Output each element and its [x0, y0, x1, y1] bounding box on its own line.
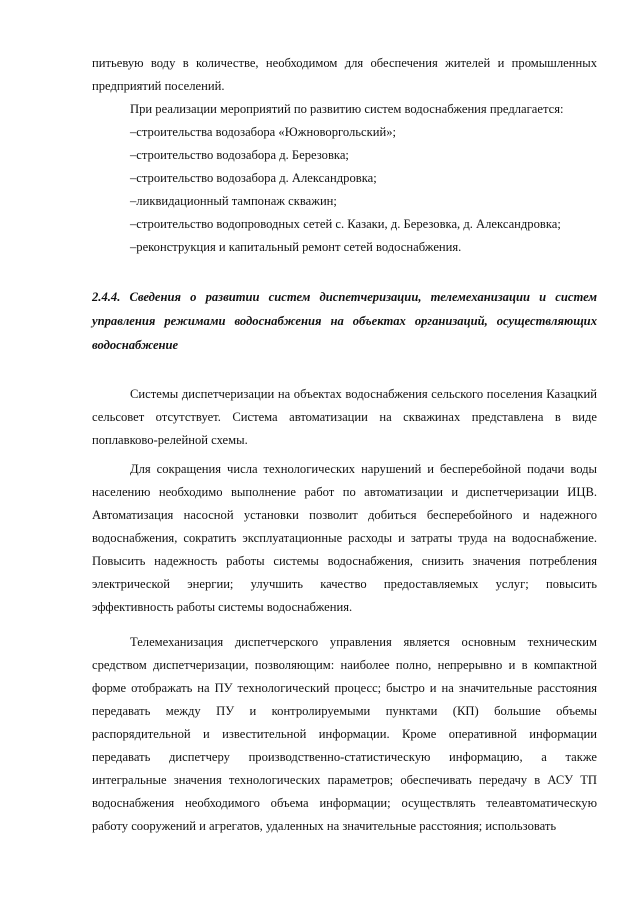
- page-content: [92, 52, 597, 838]
- list-item: –строительства водозабора «Южноворгольский»;: [130, 125, 396, 139]
- list-item: –строительство водозабора д. Александровка;: [130, 171, 377, 185]
- intro-continuation-paragraph: питьевую воду в количестве, необходимом для обеспечения жителей и промышленных предприятий поселений.: [92, 56, 597, 93]
- list-item: –строительство водопроводных сетей с. Казаки, д. Березовка, д. Александровка;: [130, 217, 561, 231]
- list-item: –строительство водозабора д. Березовка;: [130, 148, 349, 162]
- list-item: –реконструкция и капитальный ремонт сетей водоснабжения.: [130, 240, 462, 254]
- list-item: –ликвидационный тампонаж скважин;: [130, 194, 337, 208]
- measures-list: [92, 121, 597, 259]
- measures-lead-paragraph: При реализации мероприятий по развитию систем водоснабжения предлагается:: [130, 102, 564, 116]
- body-paragraph: Телемеханизация диспетчерского управления является основным техническим средством диспетчеризации, позволяющим: наиболее полно, непрерывно и в компактной форме отображать на ПУ технологический процесс; быстро и на значительные расстояния передавать между ПУ и контролируемыми пунктами (КП) большие объемы распорядительной и известительной информации. Кроме оперативной информации передавать диспетчеру производственно-статистическую информацию, а также интегральные значения технологических параметров; обеспечивать передачу в АСУ ТП водоснабжения необходимого объема информации; осуществлять телеавтоматическую работу сооружений и агрегатов, удаленных на значительные расстояния; использовать: [92, 635, 597, 833]
- body-paragraph: Системы диспетчеризации на объектах водоснабжения сельского поселения Казацкий сельсовет отсутствует. Система автоматизации на скважинах представлена в виде поплавково-релейной схемы.: [92, 387, 597, 447]
- body-paragraph: Для сокращения числа технологических нарушений и бесперебойной подачи воды населению необходимо выполнение работ по автоматизации и диспетчеризации ИЦВ. Автоматизация насосной установки позволит добиться бесперебойного и надежного водоснабжения, сократить эксплуатационные расходы и затраты труда на водоснабжение. Повысить надежность работы системы водоснабжения, снизить значения потребления электрической энергии; улучшить качество предоставляемых услуг; повысить эффективность работы системы водоснабжения.: [92, 462, 597, 614]
- section-heading: 2.4.4. Сведения о развитии систем диспетчеризации, телемеханизации и систем управления режимами водоснабжения на объектах организаций, осуществляющих водоснабжение: [92, 290, 597, 352]
